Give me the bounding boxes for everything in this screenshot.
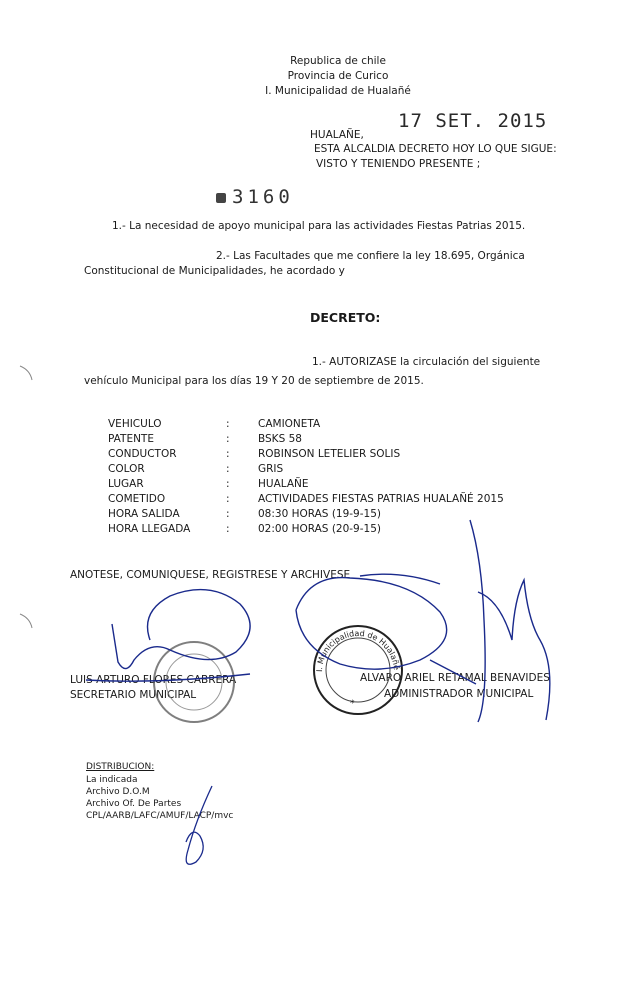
- distribution-item: La indicada: [86, 775, 138, 785]
- header-line-2: Provincia de Curico: [287, 70, 389, 82]
- header-line-1: Republica de chile: [290, 55, 386, 67]
- detail-separator: :: [226, 523, 230, 535]
- distribution-title: DISTRIBUCION:: [86, 762, 155, 772]
- punch-hole-marks: [20, 366, 32, 628]
- date-stamp: 17 SET. 2015: [398, 110, 548, 132]
- detail-value: 08:30 HORAS (19-9-15): [258, 508, 381, 520]
- intro-line-1: ESTA ALCALDIA DECRETO HOY LO QUE SIGUE:: [314, 143, 557, 155]
- detail-separator: :: [226, 418, 230, 430]
- detail-value: ROBINSON LETELIER SOLIS: [258, 448, 401, 460]
- point-2-line-b: Constitucional de Municipalidades, he acordado y: [84, 265, 345, 277]
- detail-separator: :: [226, 508, 230, 520]
- detail-label: COLOR: [108, 463, 145, 475]
- detail-separator: :: [226, 448, 230, 460]
- svg-text:*: *: [350, 699, 355, 709]
- point-1: 1.- La necesidad de apoyo municipal para las actividades Fiestas Patrias 2015.: [112, 220, 526, 232]
- detail-value: 02:00 HORAS (20-9-15): [258, 523, 381, 535]
- distribution-item: Archivo D.O.M: [86, 787, 150, 797]
- detail-separator: :: [226, 478, 230, 490]
- left-signature-icon: [86, 590, 250, 682]
- decreto-title: DECRETO:: [310, 310, 381, 325]
- article-1-line-b: vehículo Municipal para los días 19 Y 20 de septiembre de 2015.: [84, 375, 424, 387]
- detail-value: CAMIONETA: [258, 418, 321, 430]
- detail-value: ACTIVIDADES FIESTAS PATRIAS HUALAÑÉ 2015: [258, 493, 504, 505]
- header-line-3: I. Municipalidad de Hualañé: [265, 85, 411, 97]
- detail-value: BSKS 58: [258, 433, 302, 445]
- right-signatory-title: ADMINISTRADOR MUNICIPAL: [384, 688, 534, 700]
- detail-label: COMETIDO: [108, 493, 166, 505]
- left-signatory-title: SECRETARIO MUNICIPAL: [70, 689, 197, 701]
- svg-text:I. Municipalidad de Hualañé: [315, 629, 402, 672]
- detail-label: CONDUCTOR: [108, 448, 177, 460]
- detail-label: HORA SALIDA: [108, 508, 180, 520]
- point-2-line-a: 2.- Las Facultades que me confiere la ley 18.695, Orgánica: [216, 250, 525, 262]
- distribution-item: Archivo Of. De Partes: [86, 799, 182, 809]
- right-signatory-name: ALVARO ARIEL RETAMAL BENAVIDES: [360, 672, 550, 684]
- place: HUALAÑE,: [310, 129, 364, 141]
- detail-value: HUALAÑE: [258, 478, 309, 490]
- detail-value: GRIS: [258, 463, 284, 475]
- intro-line-2: VISTO Y TENIENDO PRESENTE ;: [316, 158, 481, 170]
- closing-line: ANOTESE, COMUNIQUESE, REGISTRESE Y ARCHIVESE: [70, 569, 351, 581]
- decree-number: 3160: [232, 186, 294, 208]
- article-1-line-a: 1.- AUTORIZASE la circulación del siguiente: [312, 356, 541, 368]
- distribution-item: CPL/AARB/LAFC/AMUF/LACP/mvc: [86, 811, 234, 821]
- detail-separator: :: [226, 493, 230, 505]
- detail-label: PATENTE: [108, 433, 154, 445]
- seal-text: I. Municipalidad de Hualañé: [314, 628, 401, 673]
- initials-mark-icon: [186, 786, 212, 864]
- detail-label: LUGAR: [108, 478, 144, 490]
- detail-separator: :: [226, 433, 230, 445]
- detail-label: VEHICULO: [108, 418, 162, 430]
- secretary-seal-icon: [154, 642, 234, 722]
- detail-label: HORA LLEGADA: [108, 523, 191, 535]
- detail-separator: :: [226, 463, 230, 475]
- municipal-seal-icon: [314, 626, 402, 714]
- left-signatory-name: LUIS ARTURO FLORES CABRERA: [70, 674, 237, 686]
